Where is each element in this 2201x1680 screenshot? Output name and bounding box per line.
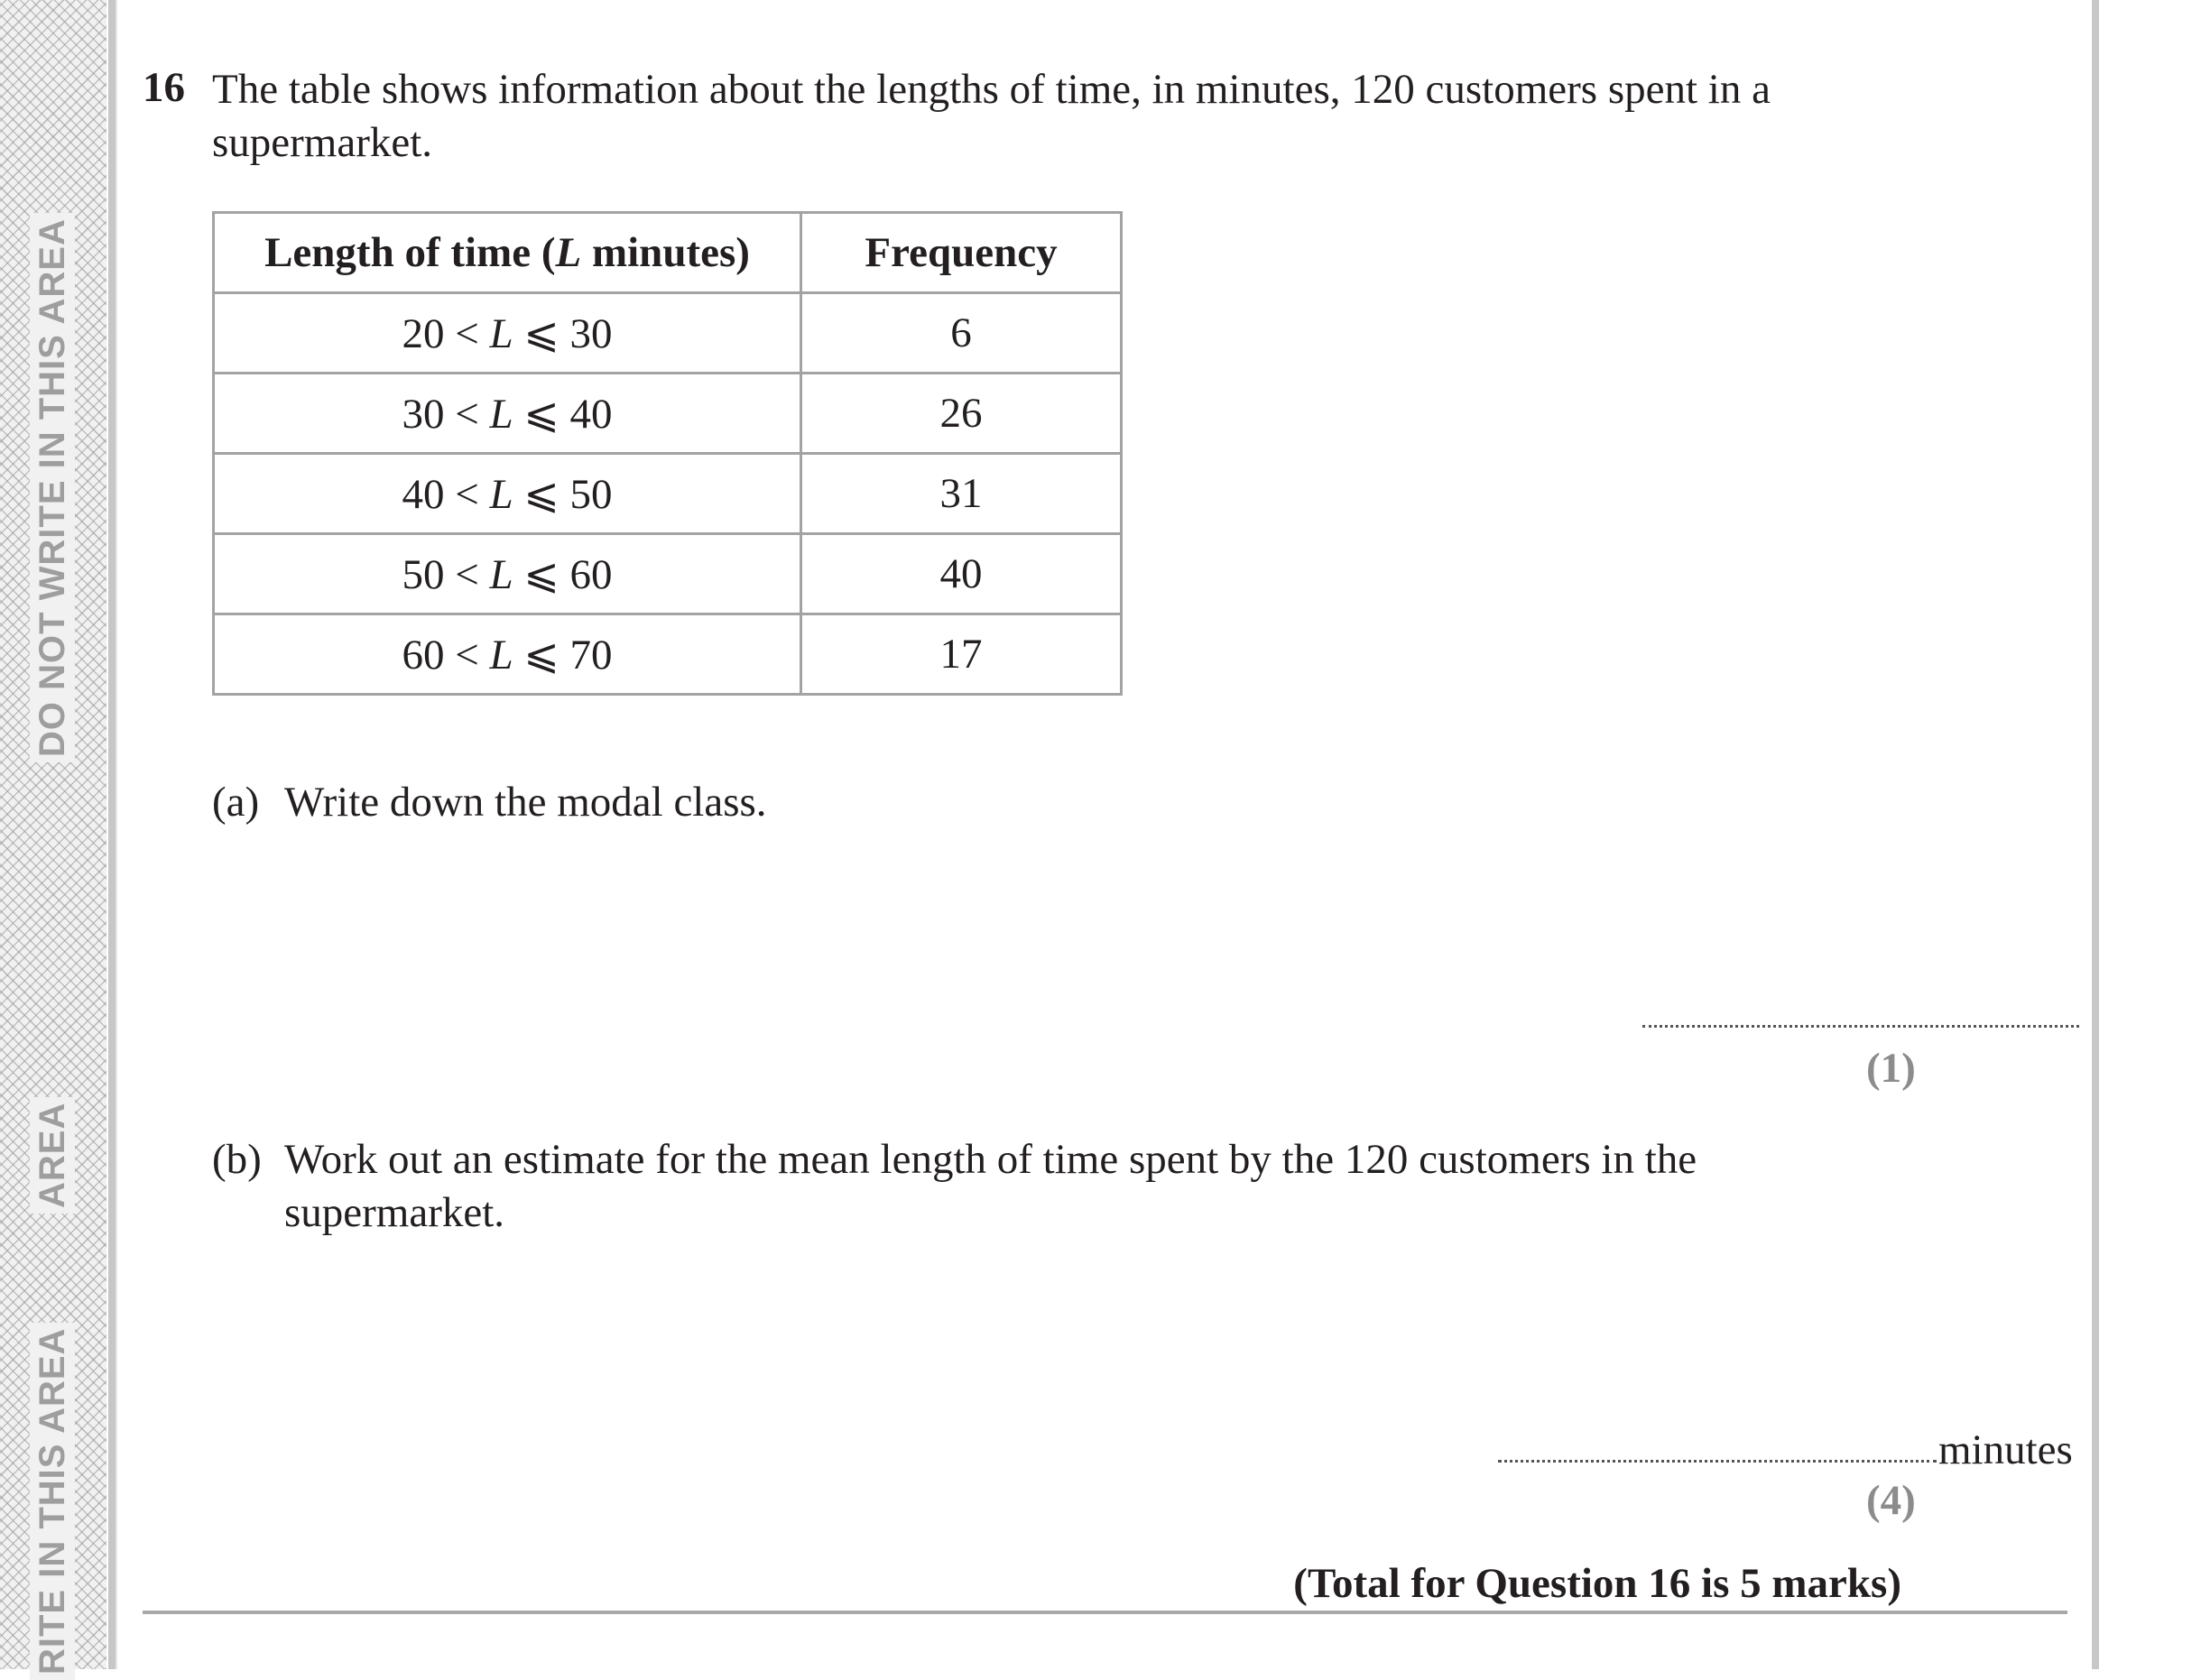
table-row: [214, 454, 1122, 534]
margin-warning-upper: DO NOT WRITE IN THIS AREA: [30, 213, 75, 762]
question-number: 16: [143, 64, 185, 111]
table-cell-frequency: 26: [801, 374, 1122, 454]
part-b-marks: (4): [1866, 1477, 1916, 1524]
table-cell-frequency: 40: [801, 534, 1122, 614]
margin-warning-middle: AREA: [30, 1097, 75, 1214]
table-header-length: Length of time (L minutes): [214, 213, 801, 293]
part-a-answer-line[interactable]: [1642, 1025, 2079, 1028]
table-header-frequency: Frequency: [801, 213, 1122, 293]
frame-right-border: [2092, 0, 2099, 1669]
part-a-label: (a): [212, 779, 260, 826]
question-stem: The table shows information about the lengths of time, in minutes, 120 customers spent in a supermarket.: [212, 66, 1771, 166]
table-row: [214, 534, 1122, 614]
table-header-row: [214, 213, 1122, 293]
table-cell-class: 50 < L ⩽ 60: [214, 534, 801, 614]
part-b-label: (b): [212, 1136, 262, 1183]
part-b-unit: minutes: [1938, 1426, 2073, 1473]
question-end-rule: [143, 1611, 2067, 1614]
question-total: (Total for Question 16 is 5 marks): [1293, 1560, 1901, 1607]
table-cell-class: 30 < L ⩽ 40: [214, 374, 801, 454]
frame-left-inner-border: [116, 0, 117, 1669]
table-cell-frequency: 31: [801, 454, 1122, 534]
table-row: [214, 293, 1122, 374]
table-cell-class: 40 < L ⩽ 50: [214, 454, 801, 534]
table-cell-frequency: 17: [801, 614, 1122, 695]
table-cell-frequency: 6: [801, 293, 1122, 374]
frequency-table: [212, 211, 1123, 696]
table-cell-class: 20 < L ⩽ 30: [214, 293, 801, 374]
part-b-answer-line[interactable]: [1498, 1460, 1937, 1463]
frame-left-border: [108, 0, 116, 1669]
part-a-marks: (1): [1866, 1045, 1916, 1092]
margin-strip: [0, 0, 106, 1675]
table-row: [214, 374, 1122, 454]
table-cell-class: 60 < L ⩽ 70: [214, 614, 801, 695]
part-b-text: Work out an estimate for the mean length of time spent by the 120 customers in the supermarket.: [284, 1136, 1697, 1236]
margin-warning-lower: RITE IN THIS AREA: [30, 1323, 75, 1680]
table-row: [214, 614, 1122, 695]
part-a-text: Write down the modal class.: [284, 779, 767, 826]
